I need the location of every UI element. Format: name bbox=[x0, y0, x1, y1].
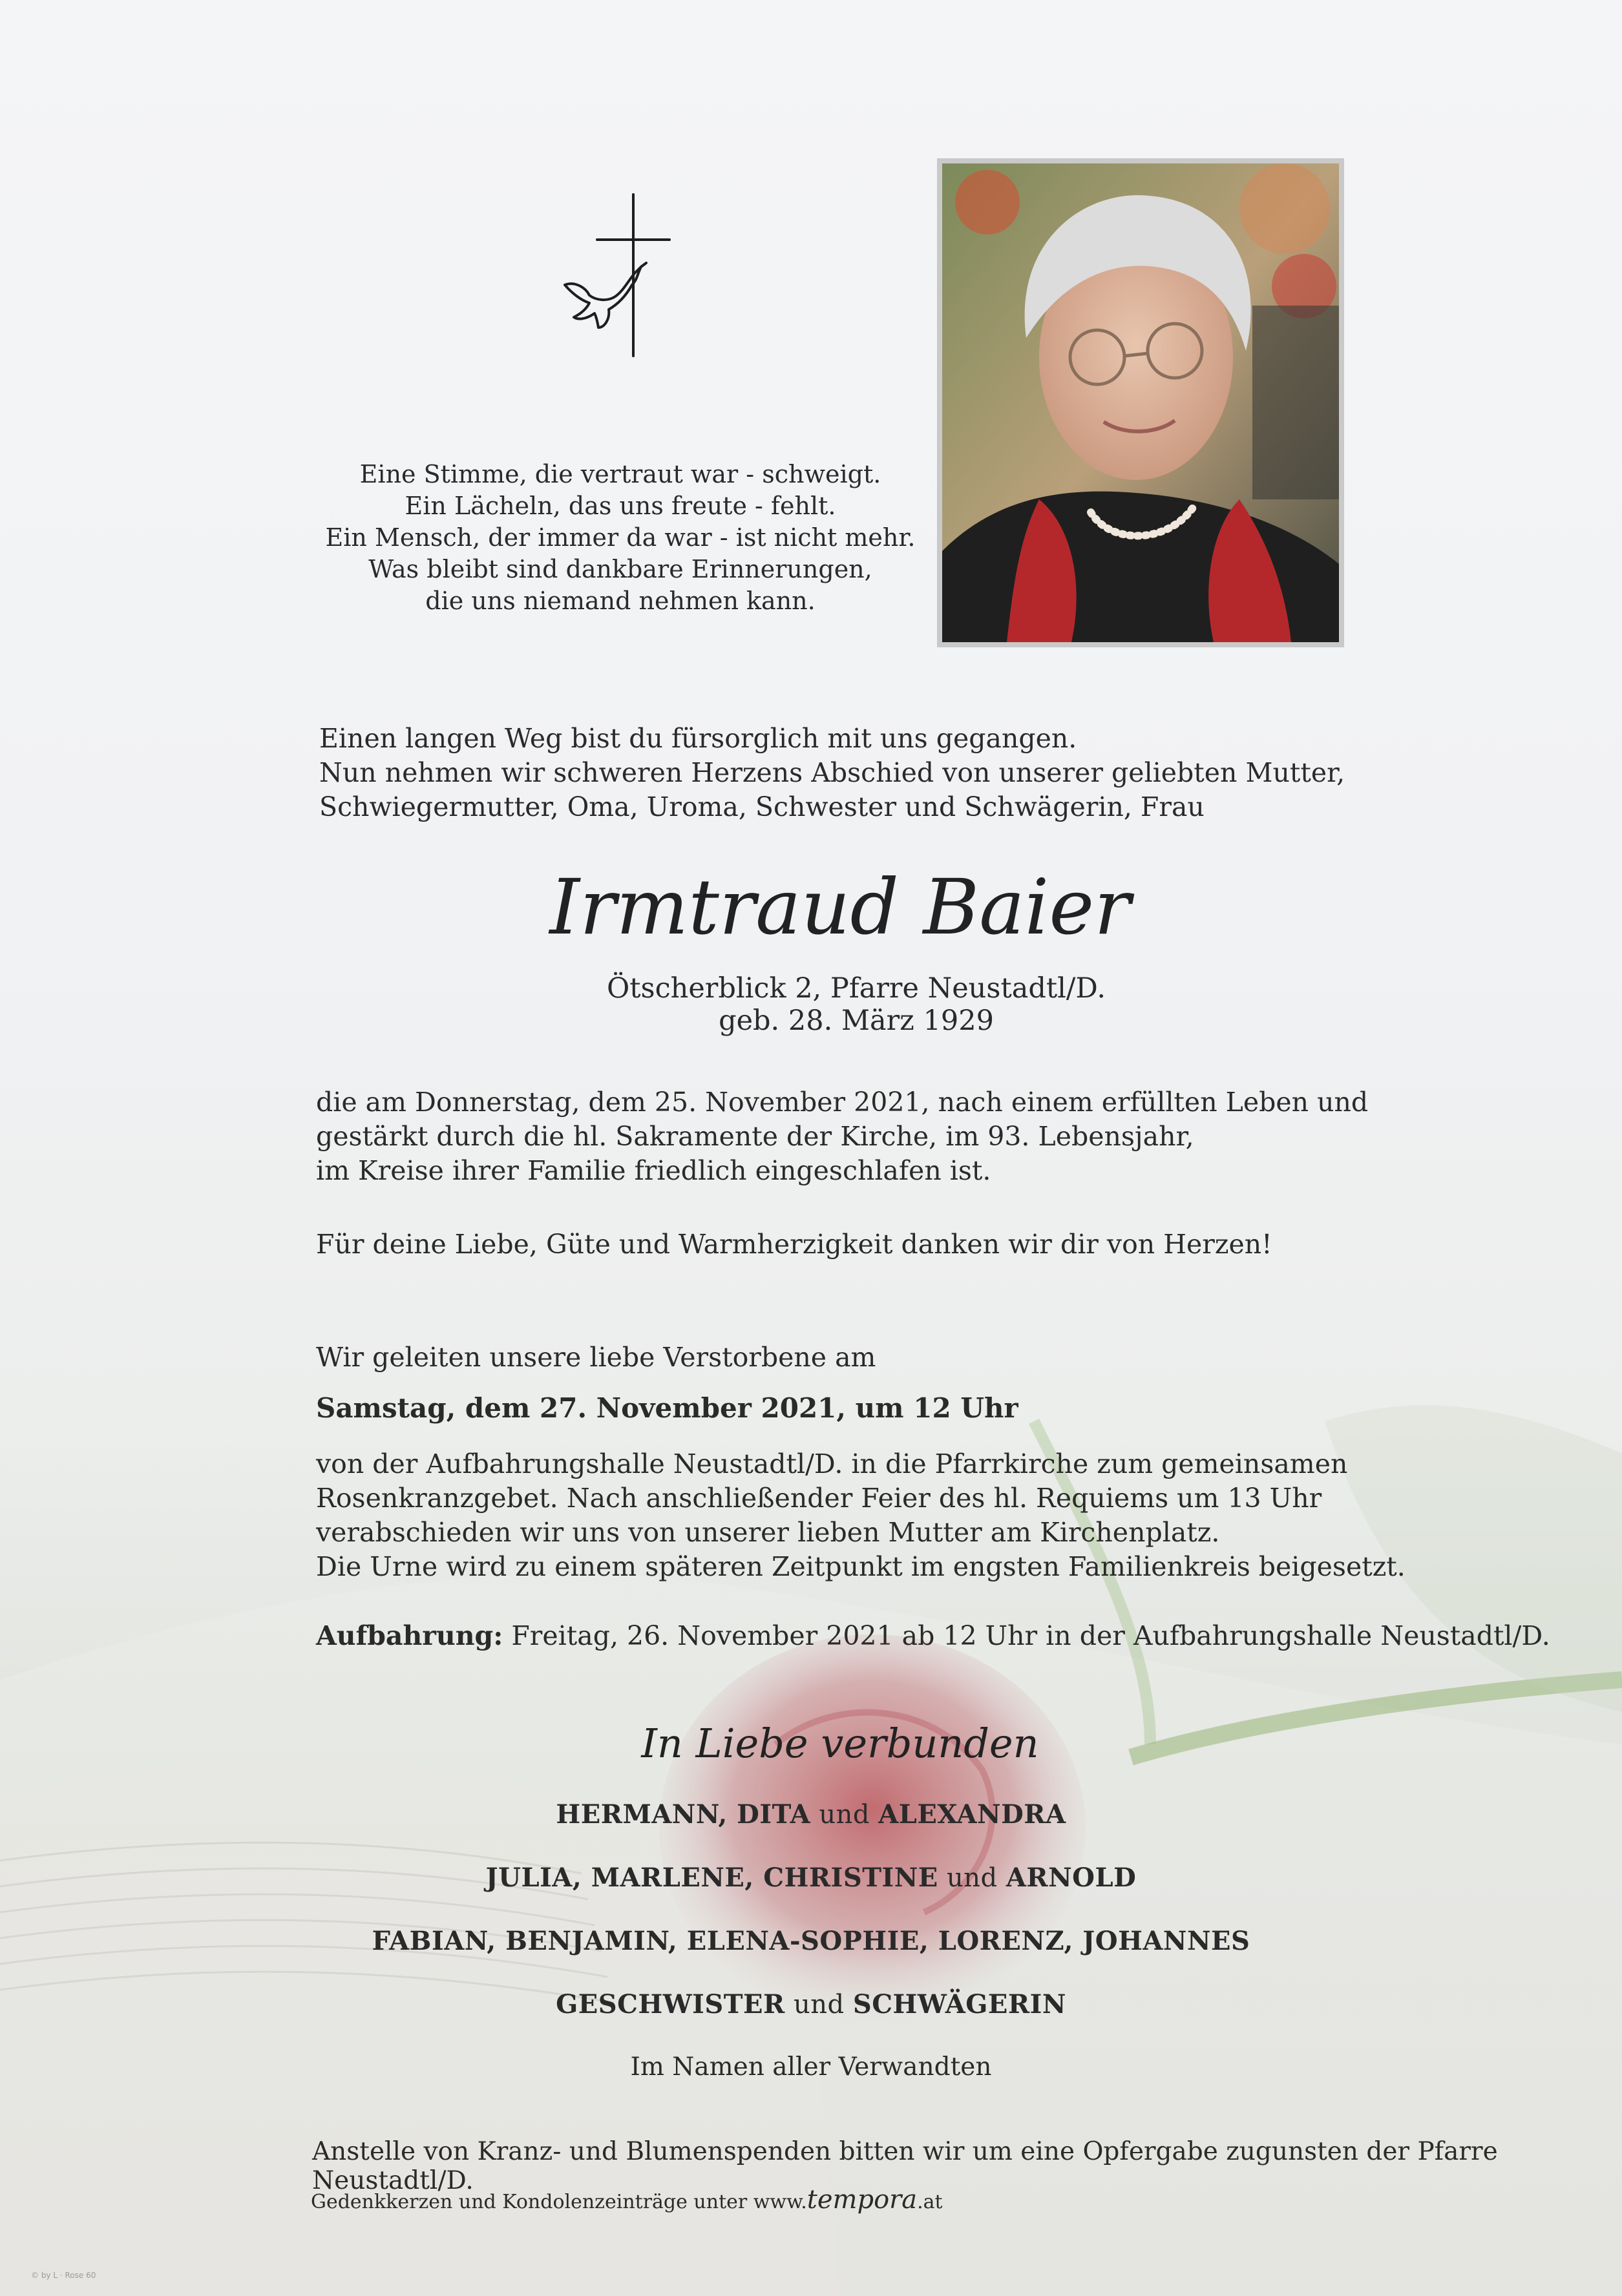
mourner-row bbox=[194, 1863, 1428, 1893]
intro-line: Schwiegermutter, Oma, Uroma, Schwester und Schwägerin, Frau bbox=[319, 791, 1205, 822]
memorial-verse bbox=[246, 459, 995, 617]
notice-line: die am Donnerstag, dem 25. November 2021, nach einem erfüllten Leben und bbox=[316, 1087, 1369, 1118]
verse-line: Ein Lächeln, das uns freute - fehlt. bbox=[405, 492, 836, 520]
on-behalf-text: Im Namen aller Verwandten bbox=[630, 2052, 992, 2082]
intro-text bbox=[319, 722, 1418, 824]
deceased-name-text: Irmtraud Baier bbox=[549, 862, 1131, 952]
mourner-row bbox=[194, 1926, 1428, 1956]
thanks-text: Für deine Liebe, Güte und Warmherzigkeit danken wir dir von Herzen! bbox=[316, 1229, 1272, 1260]
funeral-lead: Wir geleiten unsere liebe Verstorbene am bbox=[316, 1342, 876, 1373]
mourner-names: GESCHWISTER bbox=[556, 1989, 785, 2019]
notice-line: gestärkt durch die hl. Sakramente der Kirche, im 93. Lebensjahr, bbox=[316, 1121, 1194, 1152]
portrait-photo bbox=[937, 158, 1344, 647]
funeral-details bbox=[316, 1447, 1544, 1584]
deceased-birth: geb. 28. März 1929 bbox=[719, 1005, 994, 1037]
mourner-conjunction: und bbox=[810, 1800, 879, 1830]
mourner-row bbox=[194, 1989, 1428, 2019]
notice-line: im Kreise ihrer Familie friedlich eingeschlafen ist. bbox=[316, 1155, 991, 1186]
death-notice bbox=[316, 1085, 1544, 1188]
mourner-conjunction: und bbox=[785, 1990, 853, 2019]
verse-line: die uns niemand nehmen kann. bbox=[425, 587, 816, 615]
details-line: Die Urne wird zu einem späteren Zeitpunkt im engsten Familienkreis beigesetzt. bbox=[316, 1551, 1406, 1582]
mourner-names: FABIAN, BENJAMIN, ELENA-SOPHIE, LORENZ, JOHANNES bbox=[372, 1926, 1250, 1956]
mourner-names: ARNOLD bbox=[1006, 1863, 1137, 1893]
verse-line: Was bleibt sind dankbare Erinnerungen, bbox=[368, 555, 872, 583]
intro-line: Einen langen Weg bist du fürsorglich mit uns gegangen. bbox=[319, 723, 1077, 754]
footer-note bbox=[311, 2185, 943, 2215]
footer-text: Gedenkkerzen und Kondolenzeinträge unter www. bbox=[311, 2191, 807, 2213]
mourner-names: JULIA, MARLENE, CHRISTINE bbox=[485, 1863, 938, 1893]
mourner-row bbox=[194, 1799, 1428, 1830]
details-line: verabschieden wir uns von unserer lieben Mutter am Kirchenplatz. bbox=[316, 1517, 1220, 1548]
deceased-name bbox=[504, 856, 1176, 966]
footer-tld: .at bbox=[917, 2191, 943, 2213]
cross-dove-icon bbox=[556, 191, 685, 365]
image-credit: © by L · Rose 60 bbox=[31, 2271, 96, 2280]
intro-line: Nun nehmen wir schweren Herzens Abschied von unserer geliebten Mutter, bbox=[319, 757, 1345, 788]
verse-line: Ein Mensch, der immer da war - ist nicht mehr. bbox=[325, 523, 916, 552]
verse-line: Eine Stimme, die vertraut war - schweigt. bbox=[359, 460, 881, 488]
mourners-heading-text: In Liebe verbunden bbox=[641, 1720, 1039, 1767]
viewing-text: Freitag, 26. November 2021 ab 12 Uhr in der Aufbahrungshalle Neustadtl/D. bbox=[503, 1620, 1550, 1651]
mourners-heading bbox=[582, 1706, 1099, 1777]
mourner-names: SCHWÄGERIN bbox=[852, 1989, 1066, 2019]
details-line: Rosenkranzgebet. Nach anschließender Feier des hl. Requiems um 13 Uhr bbox=[316, 1483, 1322, 1514]
mourner-names: HERMANN, DITA bbox=[556, 1799, 811, 1830]
details-line: von der Aufbahrungshalle Neustadtl/D. in die Pfarrkirche zum gemeinsamen bbox=[316, 1448, 1348, 1479]
donation-note: Anstelle von Kranz- und Blumenspenden bitten wir um eine Opfergabe zugunsten der Pfarre Neustadtl/D. bbox=[312, 2137, 1498, 2195]
mourner-names: ALEXANDRA bbox=[878, 1799, 1066, 1830]
deceased-address: Ötscherblick 2, Pfarre Neustadtl/D. bbox=[606, 972, 1106, 1005]
funeral-date: Samstag, dem 27. November 2021, um 12 Uhr bbox=[316, 1392, 1018, 1424]
deceased-details bbox=[452, 972, 1260, 1037]
mourner-conjunction: und bbox=[938, 1863, 1006, 1893]
viewing-label: Aufbahrung: bbox=[316, 1620, 503, 1651]
footer-brand: tempora bbox=[806, 2185, 918, 2215]
viewing-info bbox=[316, 1620, 1576, 1651]
